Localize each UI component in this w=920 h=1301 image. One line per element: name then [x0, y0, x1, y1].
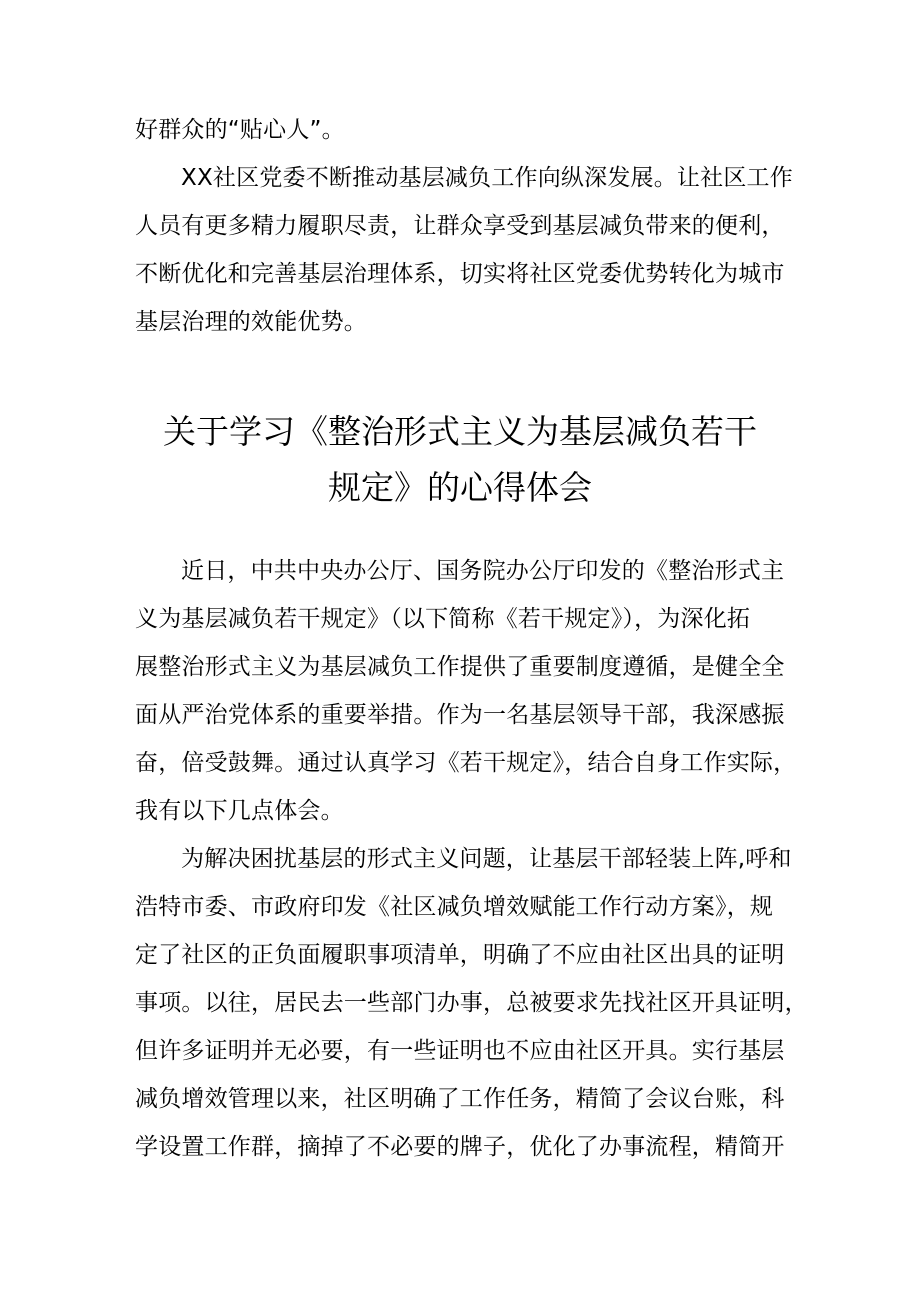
paragraph-line: 基层治理的效能优势。 — [135, 309, 367, 335]
article-title — [120, 404, 800, 516]
intro-section — [135, 106, 793, 346]
paragraph-line: 浩特市委、市政府印发《社区减负增效赋能工作行动方案》，规 — [135, 894, 774, 920]
title-line: 关于学习《整治形式主义为基层减负若干 — [163, 412, 757, 451]
paragraph-line: 展整治形式主义为基层减负工作提供了重要制度遵循，是健全全 — [135, 654, 785, 680]
paragraph-line: 面从严治党体系的重要举措。作为一名基层领导干部，我深感振 — [135, 702, 785, 728]
paragraph-line: 奋，倍受鼓舞。通过认真学习《若干规定》，结合自身工作实际， — [135, 750, 797, 776]
paragraph-line: 减负增效管理以来，社区明确了工作任务，精简了会议台账，科 — [135, 1086, 785, 1112]
paragraph-line: 我有以下几点体会。 — [135, 798, 344, 824]
paragraph-line: XX社区党委不断推动基层减负工作向纵深发展。让社区工作 — [181, 165, 793, 191]
paragraph-line: 但许多证明并无必要，有一些证明也不应由社区开具。实行基层 — [135, 1038, 785, 1064]
paragraph-line: 事项。以往，居民去一些部门办事，总被要求先找社区开具证明， — [135, 990, 808, 1016]
paragraph-line: 人员有更多精力履职尽责，让群众享受到基层减负带来的便利， — [135, 213, 785, 239]
paragraph-line: 义为基层减负若干规定》（以下简称《若干规定》），为深化拓 — [135, 606, 751, 632]
paragraph-line: 为解决困扰基层的形式主义问题，让基层干部轻装上阵,呼和 — [181, 846, 792, 872]
body-section — [135, 547, 808, 1171]
title-line: 规定》的心得体会 — [328, 468, 592, 507]
paragraph-line: 近日，中共中央办公厅、国务院办公厅印发的《整治形式主 — [181, 558, 785, 584]
paragraph-line: 好群众的“贴心人”。 — [135, 117, 345, 143]
paragraph-line: 不断优化和完善基层治理体系，切实将社区党委优势转化为城市 — [135, 261, 785, 287]
paragraph-line: 定了社区的正负面履职事项清单，明确了不应由社区出具的证明 — [135, 942, 785, 968]
paragraph-line: 学设置工作群，摘掉了不必要的牌子，优化了办事流程，精简开 — [135, 1134, 785, 1160]
